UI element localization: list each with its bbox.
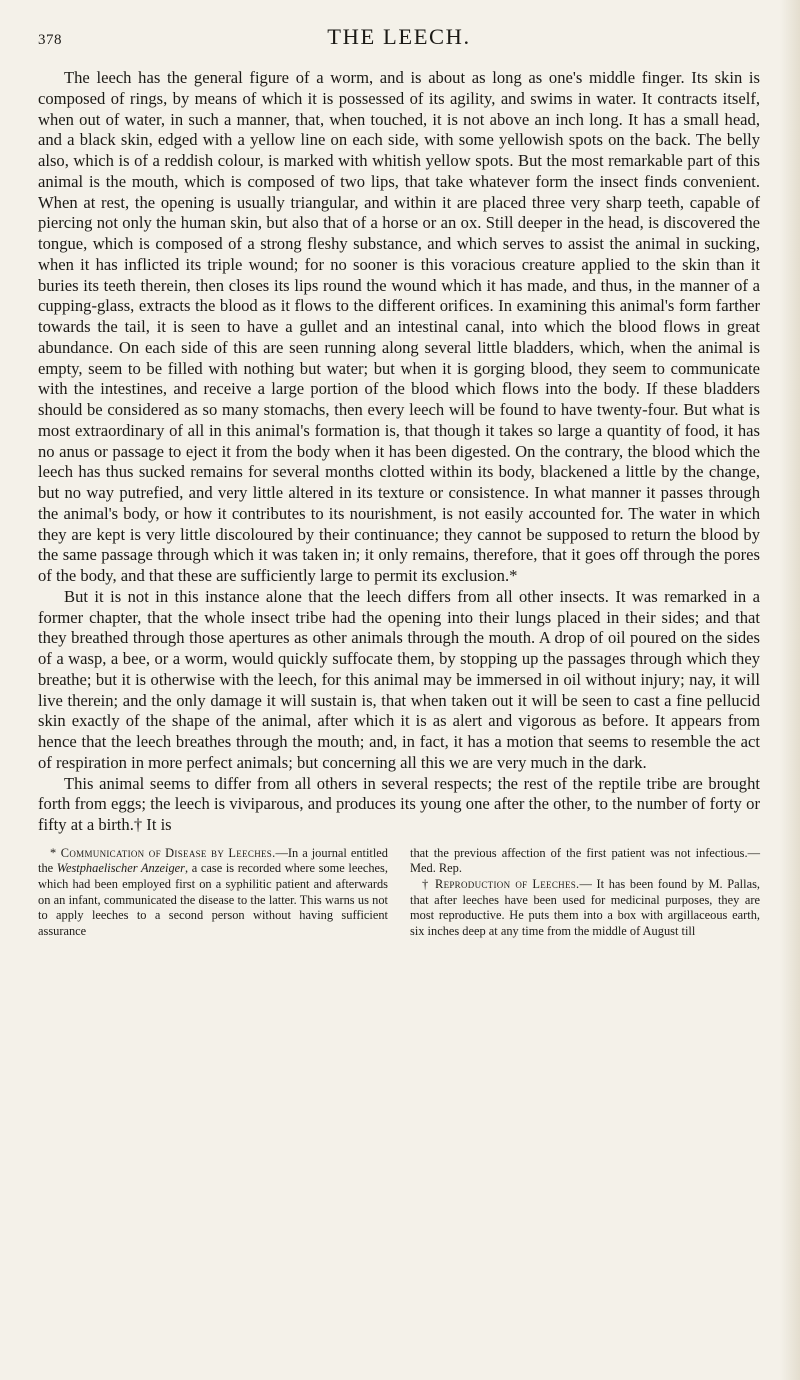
body-text [38, 68, 760, 836]
paragraph-reproduction: This animal seems to differ from all others in several respects; the rest of the reptile tribe are brought forth from eggs; the leech is viviparous, and produces its young one after the other, to the number of forty or fifty at a birth.† It is [38, 773, 760, 834]
page-edge-shadow [780, 0, 800, 1380]
footnote-separator [38, 836, 760, 846]
page-header: THE LEECH. [327, 24, 471, 49]
footnote-disease [38, 846, 388, 940]
paragraph-anatomy: The leech has the general figure of a worm, and is about as long as one's middle finger. Its skin is composed of rings, by means of which it is possessed of its agility, and swims in water. It contracts itself, when out of water, in such a manner, that, when touched, it is not above an inch long. It has a small head, and a black skin, edged with a yellow line on each side, with some yellowish spots on the back. The belly also, which is of a reddish colour, is marked with whitish yellow spots. But the most remarkable part of this animal is the mouth, which is composed of two lips, that take whatever form the insect finds convenient. When at rest, the opening is usually triangular, and within it are placed three very sharp teeth, capable of piercing not only the human skin, but also that of a horse or an ox. Still deeper in the head, is discovered the tongue, which is composed of a strong fleshy substance, and which serves to assist the animal in sucking, when it has inflicted its triple wound; for no sooner is this voracious creature applied to the skin than it buries its teeth therein, then closes its lips round the wound which it has made, and thus, in the manner of a cupping-glass, extracts the blood as it flows to the different orifices. In examining this animal's form farther towards the tail, it is seen to have a gullet and an intestinal canal, into which the blood flows in great abundance. On each side of this are seen running along several little bladders, which, when the animal is empty, seem to be filled with nothing but water; but when it is gorging blood, they seem to communicate with the intestines, and receive a large portion of the blood which flows into the body. If these bladders should be considered as so many stomachs, then every leech will be found to have twenty-four. But what is most extraordinary of all in this animal's formation is, that though it takes so large a quantity of food, it has no anus or passage to eject it from the body when it has been digested. On the contrary, the blood which the leech has thus sucked remains for several months clotted within its body, blackened a little by the change, but no way putrefied, and very little altered in its texture or consistence. In what manner it passes through the animal's body, or how it contributes to its nourishment, is not easily accounted for. The water in which they are kept is very little discoloured by their continuance; they cannot be supposed to return the blood by the same passage through which it was taken in; it only remains, therefore, that it goes off through the pores of the body, and that these are sufficiently large to permit its exclusion.* [38, 68, 760, 585]
footnote-heading: * Communication of Disease by Leeches. [50, 845, 276, 860]
footnotes [38, 846, 760, 940]
footnote-column-right [410, 846, 760, 940]
footnote-continuation: that the previous affection of the first patient was not infectious.—Med. Rep. [410, 845, 760, 876]
page-number: 378 [38, 32, 62, 48]
footnote-text: —In a journal entitled the [38, 845, 388, 876]
footnote-text: , a case is recorded where some leeches, which had been employed first on a syphilitic patient and afterwards on an infant, communicated the disease to the latter. This warns us not to apply leeches to a second person without having sufficient assurance [38, 861, 388, 938]
footnote-column-left [38, 846, 388, 940]
paragraph-respiration: But it is not in this instance alone that the leech differs from all other insects. It was remarked in a former chapter, that the whole insect tribe had the opening into their lungs placed in their sides; and that they breathed through those apertures as other animals through the mouth. A drop of oil poured on the sides of a wasp, a bee, or a worm, would quickly suffocate them, by stopping up the passages through which they breathe; but it is otherwise with the leech, for this animal may be immersed in oil without injury; nay, it will live therein; and the only damage it will sustain is, that when taken out it will be seen to cast a fine pellucid skin exactly of the shape of the animal, after which it is as alert and vigorous as before. It appears from hence that the leech breathes through the mouth; and, in fact, it has a motion that seems to resemble the act of respiration in more perfect animals; but concerning all this we are very much in the dark. [38, 586, 760, 772]
footnote-text: — It has been found by M. Pallas, that after leeches have been used for medicinal purposes, they are most reproductive. He puts them into a box with argillaceous earth, six inches deep at any time from the middle of August till [410, 876, 760, 938]
footnote-reproduction [410, 877, 760, 939]
footnote-journal-title: Westphaelischer Anzeiger [56, 861, 185, 876]
footnote-heading: † Reproduction of Leeches. [422, 876, 580, 891]
running-head [38, 20, 760, 60]
